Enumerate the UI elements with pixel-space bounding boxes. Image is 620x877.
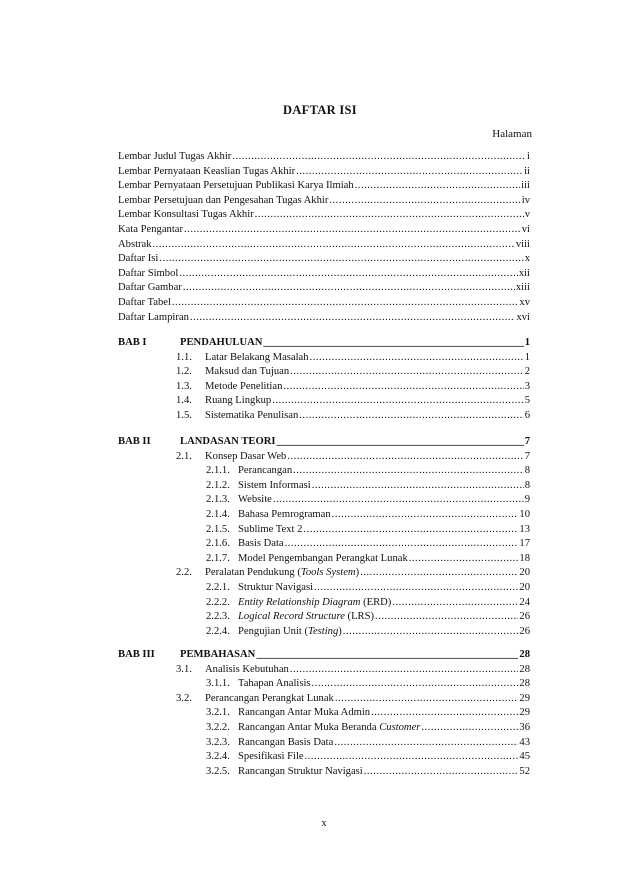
dot-leader <box>293 464 524 478</box>
entry-page: 28 <box>519 663 530 675</box>
dot-leader <box>179 267 517 281</box>
entry-title: Perancangan Perangkat Lunak <box>205 692 334 704</box>
entry-title: Daftar Gambar <box>118 282 182 294</box>
dot-leader <box>285 537 519 551</box>
entry-number: 2.1.3. <box>206 494 230 506</box>
entry-page: 52 <box>519 765 530 777</box>
dot-leader <box>290 663 519 677</box>
dot-leader <box>256 648 518 662</box>
entry-title: LANDASAN TEORI <box>180 436 276 447</box>
subsection-entry <box>206 750 530 764</box>
dot-leader <box>276 435 523 449</box>
section-entry <box>176 692 530 706</box>
entry-title: Struktur Navigasi <box>238 582 314 593</box>
entry-title: Abstrak <box>118 238 152 250</box>
entry-number: 1.3. <box>176 380 192 392</box>
entry-number: BAB I <box>118 337 147 348</box>
toc-entry <box>118 311 530 325</box>
toc-entry <box>118 238 530 252</box>
dot-leader <box>287 450 523 464</box>
dot-leader <box>392 596 518 610</box>
entry-page: x <box>524 253 530 265</box>
section-entry <box>176 450 530 464</box>
entry-title: Spesifikasi File <box>238 751 304 763</box>
entry-number: 2.2.1. <box>206 582 230 593</box>
entry-title: Daftar Simbol <box>118 267 179 279</box>
toc-entry <box>118 223 530 237</box>
chapter-heading <box>118 648 530 662</box>
entry-number: 2.1.4. <box>206 509 230 520</box>
dot-leader <box>312 479 524 493</box>
entry-page: 29 <box>519 692 530 704</box>
entry-number: 2.1.6. <box>206 538 230 550</box>
toc-entry <box>118 179 530 193</box>
dot-leader <box>172 296 519 310</box>
entry-number: 2.1.1. <box>206 465 230 477</box>
subsection-entry <box>206 610 530 624</box>
entry-number: 3.2.5. <box>206 765 230 777</box>
dot-leader <box>263 336 523 350</box>
entry-title: Analisis Kebutuhan <box>205 663 289 675</box>
dot-leader <box>360 566 518 580</box>
entry-page: 26 <box>519 625 530 637</box>
entry-page: 24 <box>519 596 530 608</box>
entry-page: 9 <box>524 494 530 506</box>
entry-page: 10 <box>519 509 530 520</box>
entry-page: 28 <box>519 678 530 690</box>
subsection-entry <box>206 721 530 735</box>
entry-page: 20 <box>519 582 530 593</box>
dot-leader <box>184 223 521 237</box>
entry-page: 18 <box>519 552 530 564</box>
section-entry <box>176 663 530 677</box>
entry-title: Sistematika Penulisan <box>205 410 299 421</box>
entry-title: Sublime Text 2 <box>238 523 303 535</box>
entry-page: xii <box>518 267 530 279</box>
page-title: DAFTAR ISI <box>283 103 357 117</box>
subsection-entry <box>206 508 530 522</box>
entry-title: Perancangan <box>238 465 293 477</box>
entry-title: Daftar Lampiran <box>118 311 189 323</box>
entry-title: Lembar Persetujuan dan Pengesahan Tugas Akhir <box>118 194 329 206</box>
entry-page: iii <box>521 180 530 192</box>
entry-title: Rancangan Antar Muka Admin <box>238 707 371 719</box>
entry-page: 43 <box>519 736 530 748</box>
entry-title: Website <box>238 494 272 506</box>
entry-page: vi <box>521 224 530 235</box>
entry-title: Rancangan Basis Data <box>238 736 334 748</box>
entry-page: 7 <box>524 450 530 462</box>
section-entry <box>176 380 530 394</box>
dot-leader <box>335 692 519 706</box>
entry-number: 3.2.1. <box>206 707 230 719</box>
dot-leader <box>314 581 518 595</box>
entry-number: 1.1. <box>176 351 192 363</box>
dot-leader <box>364 765 519 779</box>
toc-entry <box>118 267 530 281</box>
subsection-entry <box>206 523 530 537</box>
entry-page: xiii <box>515 282 530 294</box>
dot-leader <box>310 351 524 365</box>
toc-entry <box>118 281 530 295</box>
entry-number: 2.1. <box>176 450 192 462</box>
dot-leader <box>332 508 519 522</box>
dot-leader <box>334 736 518 750</box>
entry-page: 6 <box>524 410 530 421</box>
subsection-entry <box>206 493 530 507</box>
chapter-heading <box>118 435 530 449</box>
entry-title: Entity Relationship Diagram (ERD) <box>238 596 392 608</box>
entry-page: xvi <box>516 311 530 323</box>
entry-page: iv <box>521 194 530 206</box>
subsection-entry <box>206 552 530 566</box>
entry-number: 2.1.5. <box>206 523 230 535</box>
dot-leader <box>183 281 515 295</box>
section-entry <box>176 351 530 365</box>
entry-page: 29 <box>519 707 530 719</box>
entry-title: Ruang Lingkup <box>205 395 272 407</box>
entry-page: 20 <box>519 567 530 579</box>
dot-leader <box>290 365 524 379</box>
page-column-label: Halaman <box>492 128 532 140</box>
toc-entry <box>118 165 530 179</box>
entry-title: Kata Pengantar <box>118 224 184 235</box>
footer-page-number: x <box>321 818 327 829</box>
dot-leader <box>299 409 523 423</box>
entry-number: 3.2.3. <box>206 736 230 748</box>
entry-page: 13 <box>519 523 530 535</box>
entry-title: Logical Record Structure (LRS) <box>238 611 375 623</box>
entry-page: 5 <box>524 395 530 407</box>
entry-number: 2.2.4. <box>206 625 230 637</box>
entry-title: Basis Data <box>238 538 284 550</box>
chapter-heading <box>118 336 530 350</box>
dot-leader <box>273 493 524 507</box>
dot-leader <box>355 179 521 193</box>
dot-leader <box>343 625 519 639</box>
entry-page: xv <box>519 297 530 308</box>
dot-leader <box>272 394 523 408</box>
entry-page: 2 <box>524 366 530 378</box>
dot-leader <box>153 238 515 252</box>
section-entry <box>176 566 530 580</box>
entry-number: 2.1.2. <box>206 479 230 491</box>
section-entry <box>176 365 530 379</box>
entry-title: Sistem Informasi <box>238 479 311 491</box>
entry-page: 36 <box>519 722 530 733</box>
entry-number: 1.4. <box>176 395 192 407</box>
entry-page: viii <box>515 238 530 250</box>
entry-page: 8 <box>524 465 530 477</box>
subsection-entry <box>206 625 530 639</box>
subsection-entry <box>206 706 530 720</box>
entry-page: 3 <box>524 380 530 392</box>
toc-entry <box>118 252 530 266</box>
dot-leader <box>255 208 524 222</box>
entry-number: 3.2.4. <box>206 751 230 763</box>
dot-leader <box>421 721 518 735</box>
entry-title: Lembar Konsultasi Tugas Akhir <box>118 209 254 221</box>
entry-title: Lembar Pernyataan Keaslian Tugas Akhir <box>118 165 296 177</box>
subsection-entry <box>206 736 530 750</box>
entry-number: 1.5. <box>176 410 192 421</box>
subsection-entry <box>206 464 530 478</box>
entry-number: 3.1.1. <box>206 678 230 690</box>
entry-page: ii <box>524 165 530 177</box>
entry-title: Pengujian Unit (Testing) <box>238 625 342 637</box>
dot-leader <box>303 523 518 537</box>
subsection-entry <box>206 596 530 610</box>
entry-page: 17 <box>519 538 530 550</box>
dot-leader <box>305 750 519 764</box>
entry-number: 2.2.3. <box>206 611 230 623</box>
toc-entry <box>118 296 530 310</box>
subsection-entry <box>206 765 530 779</box>
entry-title: PENDAHULUAN <box>180 337 263 348</box>
entry-page: i <box>527 151 530 162</box>
toc-entry <box>118 150 530 164</box>
dot-leader <box>283 380 523 394</box>
subsection-entry <box>206 581 530 595</box>
entry-page: 8 <box>524 479 530 491</box>
entry-title: Lembar Pernyataan Persetujuan Publikasi Karya Ilmiah <box>118 180 354 192</box>
dot-leader <box>371 706 518 720</box>
entry-page: 26 <box>519 611 530 623</box>
entry-title: Model Pengembangan Perangkat Lunak <box>238 552 408 564</box>
entry-number: 3.1. <box>176 663 192 675</box>
entry-page: v <box>524 209 530 221</box>
entry-number: 2.1.7. <box>206 552 230 564</box>
subsection-entry <box>206 479 530 493</box>
section-entry <box>176 394 530 408</box>
entry-page: 28 <box>519 649 530 660</box>
entry-page: 1 <box>524 351 530 363</box>
dot-leader <box>329 194 520 208</box>
entry-title: Latar Belakang Masalah <box>205 351 309 363</box>
dot-leader <box>312 677 519 691</box>
entry-title: Bahasa Pemrograman <box>238 509 331 520</box>
entry-title: Tahapan Analisis <box>238 678 311 690</box>
entry-title: Maksud dan Tujuan <box>205 366 290 378</box>
entry-title: PEMBAHASAN <box>180 649 256 660</box>
dot-leader <box>296 165 523 179</box>
entry-number: BAB II <box>118 436 151 447</box>
entry-number: 3.2.2. <box>206 722 230 733</box>
dot-leader <box>232 150 526 164</box>
entry-title: Metode Penelitian <box>205 380 283 392</box>
toc-entry <box>118 194 530 208</box>
entry-title: Daftar Isi <box>118 253 159 265</box>
toc-entry <box>118 208 530 222</box>
dot-leader <box>375 610 518 624</box>
dot-leader <box>409 552 519 566</box>
entry-page: 1 <box>524 337 530 348</box>
entry-title: Peralatan Pendukung (Tools System) <box>205 567 360 579</box>
subsection-entry <box>206 537 530 551</box>
entry-number: 2.2. <box>176 567 192 579</box>
entry-title: Daftar Tabel <box>118 297 171 308</box>
entry-number: 2.2.2. <box>206 596 230 608</box>
entry-page: 45 <box>519 751 530 763</box>
dot-leader <box>159 252 523 266</box>
section-entry <box>176 409 530 423</box>
entry-title: Konsep Dasar Web <box>205 450 287 462</box>
dot-leader <box>190 311 516 325</box>
entry-number: 1.2. <box>176 366 192 378</box>
entry-number: BAB III <box>118 649 155 660</box>
entry-title: Lembar Judul Tugas Akhir <box>118 151 232 162</box>
entry-number: 3.2. <box>176 692 192 704</box>
entry-title: Rancangan Struktur Navigasi <box>238 765 363 777</box>
entry-page: 7 <box>524 436 530 447</box>
subsection-entry <box>206 677 530 691</box>
entry-title: Rancangan Antar Muka Beranda Customer <box>238 722 421 733</box>
